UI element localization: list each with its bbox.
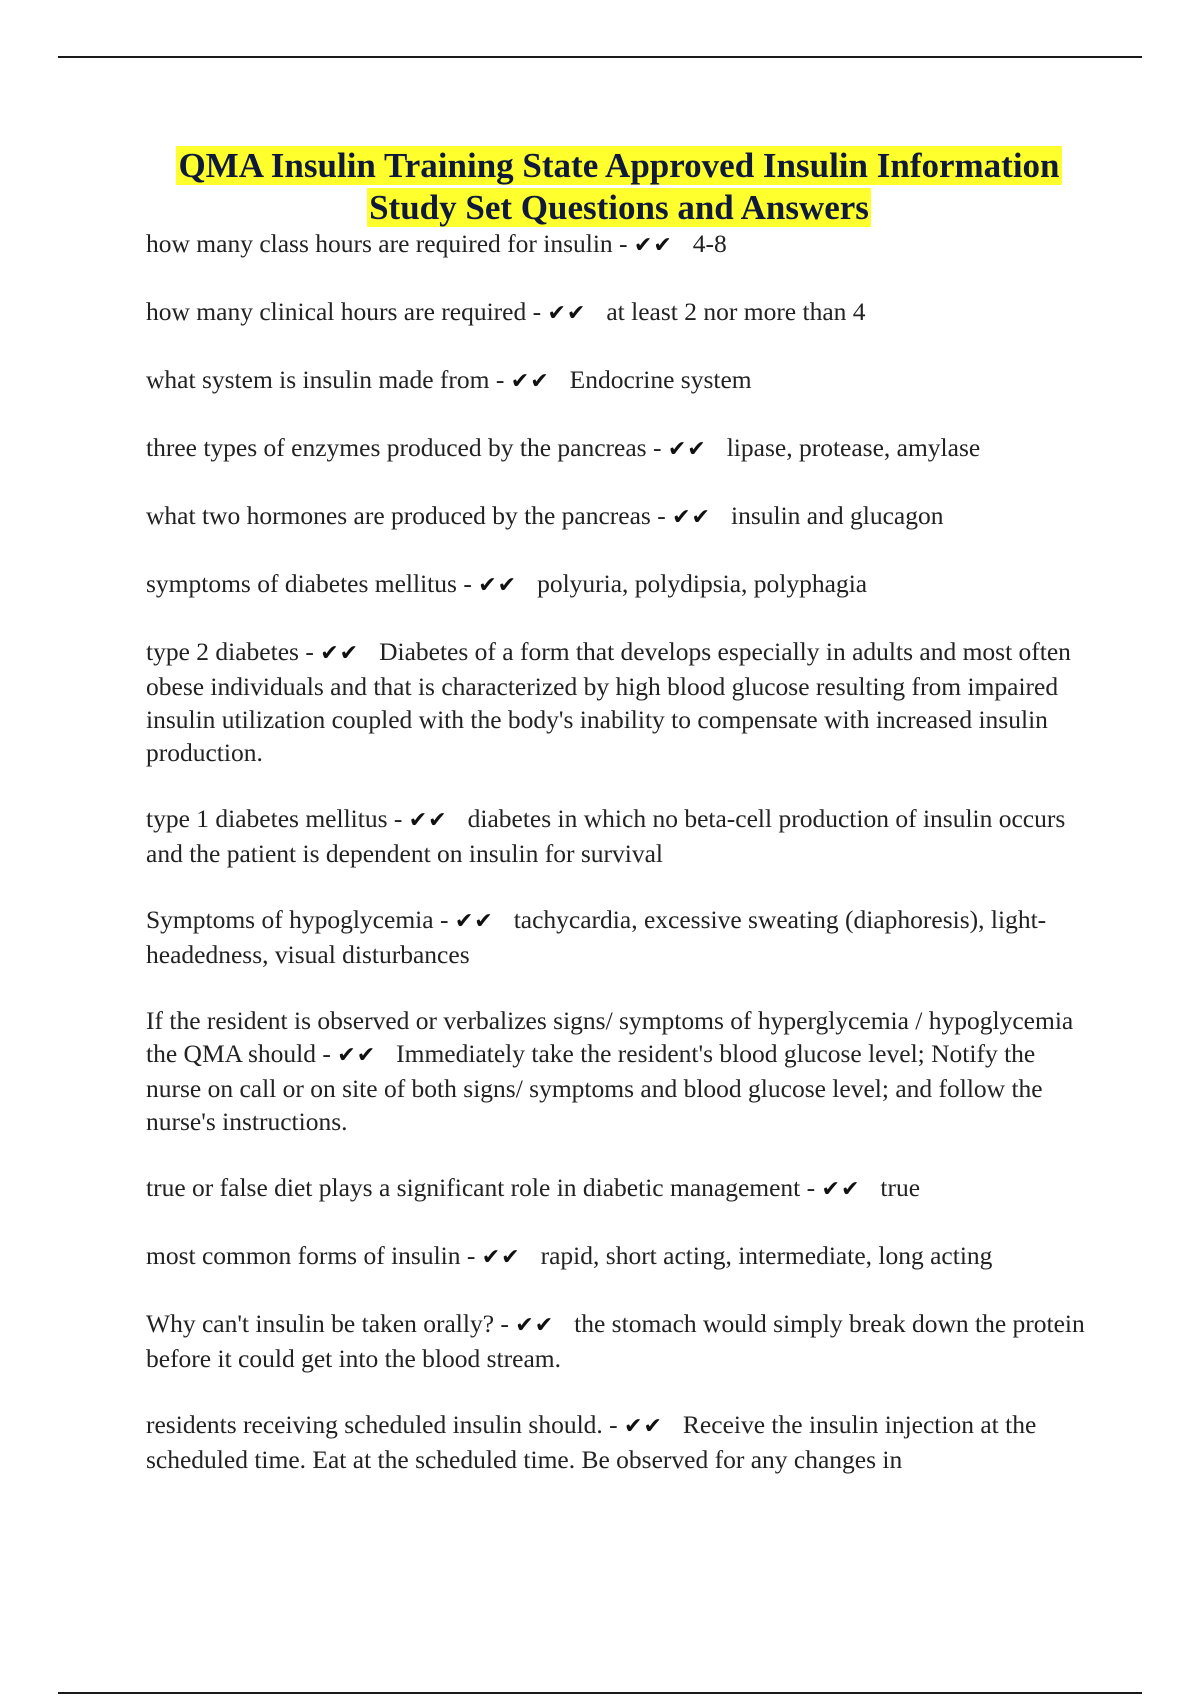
- separator: -: [612, 229, 634, 258]
- question-text: how many clinical hours are required: [146, 297, 527, 326]
- separator: -: [602, 1410, 625, 1439]
- double-check-icon: ✔✔: [408, 808, 448, 833]
- separator: -: [650, 501, 673, 530]
- separator: -: [646, 433, 668, 462]
- question-text: Symptoms of hypoglycemia: [146, 905, 434, 934]
- double-check-icon: ✔✔: [510, 369, 550, 394]
- qa-item: [146, 1408, 1092, 1476]
- answer-text: Endocrine system: [569, 365, 752, 394]
- double-check-icon: ✔✔: [624, 1414, 663, 1439]
- question-text: Why can't insulin be taken orally?: [146, 1309, 495, 1338]
- answer-text: Immediately take the resident's blood glucose level; Notify the nurse on call or on site of both signs/ symptoms and blood glucose level; and follow the nurse's instructions.: [146, 1039, 1043, 1136]
- question-text: type 1 diabetes mellitus: [146, 804, 388, 833]
- answer-text: tachycardia, excessive sweating (diaphoresis), light-headedness, visual disturbances: [146, 905, 1047, 969]
- separator: -: [316, 1039, 338, 1068]
- answer-text: at least 2 nor more than 4: [606, 297, 866, 326]
- double-check-icon: ✔✔: [821, 1177, 861, 1202]
- answer-text: true: [880, 1173, 921, 1202]
- qa-item: [146, 802, 1092, 870]
- question-text: what system is insulin made from: [146, 365, 490, 394]
- separator: -: [387, 804, 409, 833]
- double-check-icon: ✔✔: [454, 909, 494, 934]
- qa-item: [146, 567, 1092, 602]
- separator: -: [526, 297, 548, 326]
- bottom-rule: [58, 1692, 1142, 1694]
- question-text: type 2 diabetes: [146, 637, 299, 666]
- separator: -: [433, 905, 455, 934]
- separator: -: [456, 569, 479, 598]
- answer-text: insulin and glucagon: [730, 501, 944, 530]
- qa-item: [146, 635, 1092, 769]
- qa-item: [146, 227, 1092, 262]
- answer-text: polyuria, polydipsia, polyphagia: [537, 569, 868, 598]
- qa-item: [146, 431, 1092, 466]
- qa-item: [146, 1004, 1092, 1138]
- question-text: If the resident is observed or verbalizes signs/ symptoms of hyperglycemia / hypoglycemia the QMA should: [146, 1006, 1074, 1068]
- double-check-icon: ✔✔: [547, 301, 587, 326]
- double-check-icon: ✔✔: [633, 233, 673, 258]
- separator: -: [460, 1241, 482, 1270]
- double-check-icon: ✔✔: [672, 505, 711, 530]
- question-text: residents receiving scheduled insulin should.: [146, 1410, 603, 1439]
- qa-item: [146, 903, 1092, 971]
- separator: -: [800, 1173, 822, 1202]
- separator: -: [489, 365, 511, 394]
- qa-list: [146, 227, 1092, 1476]
- double-check-icon: ✔✔: [667, 437, 707, 462]
- answer-text: Receive the insulin injection at the scheduled time. Eat at the scheduled time. Be observed for any changes in: [146, 1410, 1037, 1474]
- answer-text: the stomach would simply break down the protein before it could get into the blood stream.: [146, 1309, 1085, 1373]
- question-text: most common forms of insulin: [146, 1241, 461, 1270]
- title-line-2: Study Set Questions and Answers: [369, 188, 869, 227]
- qa-item: [146, 363, 1092, 398]
- double-check-icon: ✔✔: [478, 573, 518, 598]
- separator: -: [494, 1309, 516, 1338]
- qa-item: [146, 1171, 1092, 1206]
- title-line-1: QMA Insulin Training State Approved Insulin Information: [178, 146, 1060, 185]
- qa-item: [146, 1239, 1092, 1274]
- qa-item: [146, 499, 1092, 534]
- document-page: [146, 145, 1092, 1509]
- double-check-icon: ✔✔: [320, 641, 360, 666]
- double-check-icon: ✔✔: [515, 1313, 555, 1338]
- answer-text: lipase, protease, amylase: [726, 433, 981, 462]
- question-text: symptoms of diabetes mellitus: [146, 569, 457, 598]
- qa-item: [146, 1307, 1092, 1375]
- qa-item: [146, 295, 1092, 330]
- answer-text: diabetes in which no beta-cell production of insulin occurs and the patient is dependent on insulin for survival: [146, 804, 1066, 868]
- question-text: true or false diet plays a significant role in diabetic management: [146, 1173, 801, 1202]
- separator: -: [298, 637, 321, 666]
- question-text: three types of enzymes produced by the pancreas: [146, 433, 647, 462]
- question-text: how many class hours are required for insulin: [146, 229, 613, 258]
- document-title: [146, 145, 1092, 229]
- answer-text: rapid, short acting, intermediate, long acting: [540, 1241, 993, 1270]
- double-check-icon: ✔✔: [337, 1043, 377, 1068]
- question-text: what two hormones are produced by the pancreas: [146, 501, 651, 530]
- answer-text: 4-8: [692, 229, 727, 258]
- answer-text: Diabetes of a form that develops especially in adults and most often obese individuals and that is characterized by high blood glucose resulting from impaired insulin utilization coupled with the body's inability to compensate with increased insulin production.: [146, 637, 1071, 767]
- top-rule: [58, 56, 1142, 58]
- double-check-icon: ✔✔: [481, 1245, 521, 1270]
